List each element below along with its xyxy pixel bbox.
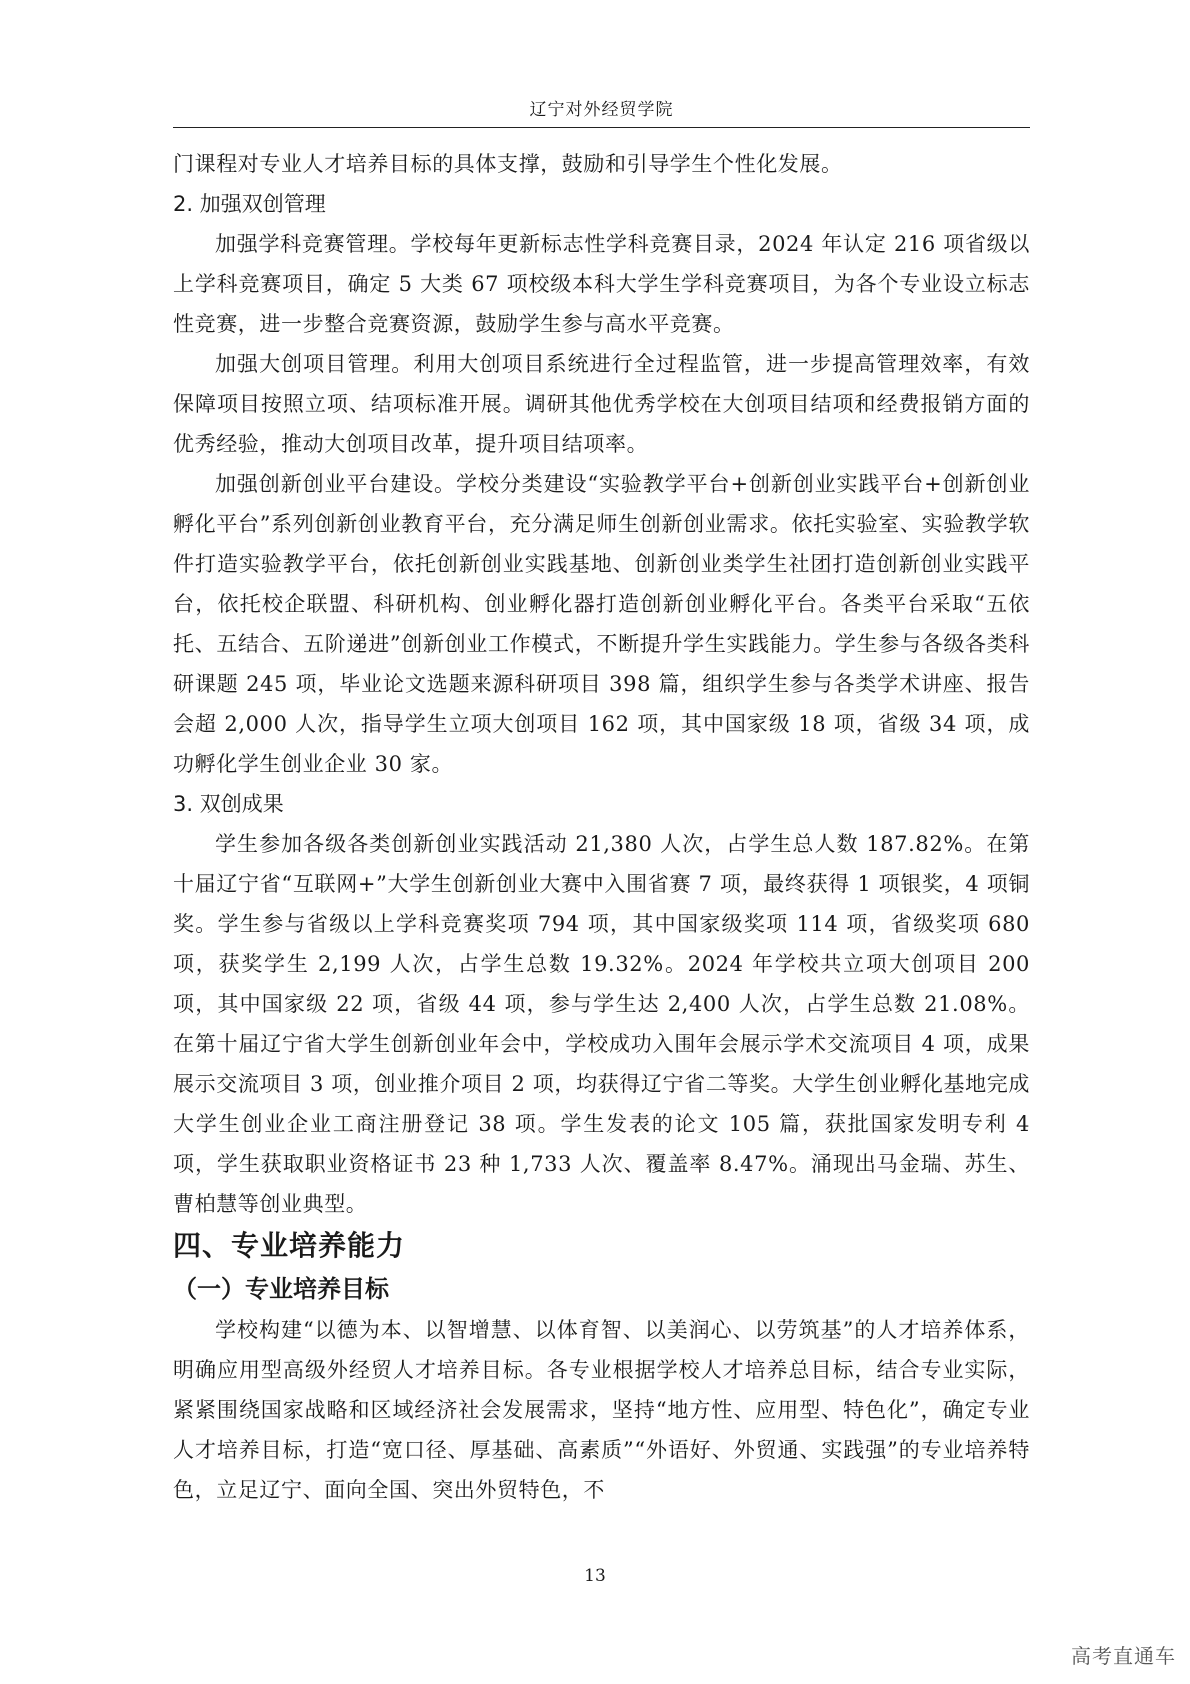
section-heading-2: 2. 加强双创管理	[173, 192, 326, 216]
header-rule	[173, 127, 1030, 128]
paragraph-training-goals: 学校构建“以德为本、以智增慧、以体育智、以美润心、以劳筑基”的人才培养体系，明确应用型高级外经贸人才培养目标。各专业根据学校人才培养总目标，结合专业实际，紧紧围绕国家战略和区域经济社会发展需求，坚持“地方性、应用型、特色化”，确定专业人才培养目标，打造“宽口径、厚基础、高素质”“外语好、外贸通、实践强”的专业培养特色，立足辽宁、面向全国、突出外贸特色，不	[173, 1318, 1030, 1502]
page-number: 13	[584, 1566, 606, 1586]
section-heading-3: 3. 双创成果	[173, 792, 284, 816]
page-header-title: 辽宁对外经贸学院	[529, 100, 674, 120]
page-content	[173, 144, 1030, 1510]
watermark: 高考直通车	[1071, 1644, 1176, 1668]
paragraph-platform-construction: 加强创新创业平台建设。学校分类建设“实验教学平台+创新创业实践平台+创新创业孵化平台”系列创新创业教育平台，充分满足师生创新创业需求。依托实验室、实验教学软件打造实验教学平台，依托创新创业实践基地、创新创业类学生社团打造创新创业实践平台，依托校企联盟、科研机构、创业孵化器打造创新创业孵化平台。各类平台采取“五依托、五结合、五阶递进”创新创业工作模式，不断提升学生实践能力。学生参与各级各类科研课题 245 项，毕业论文选题来源科研项目 398 篇，组织学生参与各类学术讲座、报告会超 2,000 人次，指导学生立项大创项目 162 项，其中国家级 18 项，省级 34 项，成功孵化学生创业企业 30 家。	[173, 472, 1030, 776]
chapter-heading: 四、专业培养能力	[173, 1229, 406, 1262]
paragraph-continued: 门课程对专业人才培养目标的具体支撑，鼓励和引导学生个性化发展。	[173, 152, 843, 176]
paragraph-innovation-project-management: 加强大创项目管理。利用大创项目系统进行全过程监管，进一步提高管理效率，有效保障项目按照立项、结项标准开展。调研其他优秀学校在大创项目结项和经费报销方面的优秀经验，推动大创项目改革，提升项目结项率。	[173, 352, 1030, 456]
paragraph-competition-management: 加强学科竞赛管理。学校每年更新标志性学科竞赛目录，2024 年认定 216 项省级以上学科竞赛项目，确定 5 大类 67 项校级本科大学生学科竞赛项目，为各个专业设立标志性竞赛，进一步整合竞赛资源，鼓励学生参与高水平竞赛。	[173, 232, 1030, 336]
subchapter-heading: （一）专业培养目标	[173, 1275, 389, 1303]
paragraph-achievements: 学生参加各级各类创新创业实践活动 21,380 人次，占学生总人数 187.82%。在第十届辽宁省“互联网+”大学生创新创业大赛中入围省赛 7 项，最终获得 1 项银奖，4 项铜奖。学生参与省级以上学科竞赛奖项 794 项，其中国家级奖项 114 项，省级奖项 680 项，获奖学生 2,199 人次，占学生总数 19.32%。2024 年学校共立项大创项目 200 项，其中国家级 22 项，省级 44 项，参与学生达 2,400 人次，占学生总数 21.08%。在第十届辽宁省大学生创新创业年会中，学校成功入围年会展示学术交流项目 4 项，成果展示交流项目 3 项，创业推介项目 2 项，均获得辽宁省二等奖。大学生创业孵化基地完成大学生创业企业工商注册登记 38 项。学生发表的论文 105 篇，获批国家发明专利 4 项，学生获取职业资格证书 23 种 1,733 人次、覆盖率 8.47%。涌现出马金瑞、苏生、曹柏慧等创业典型。	[173, 832, 1030, 1216]
